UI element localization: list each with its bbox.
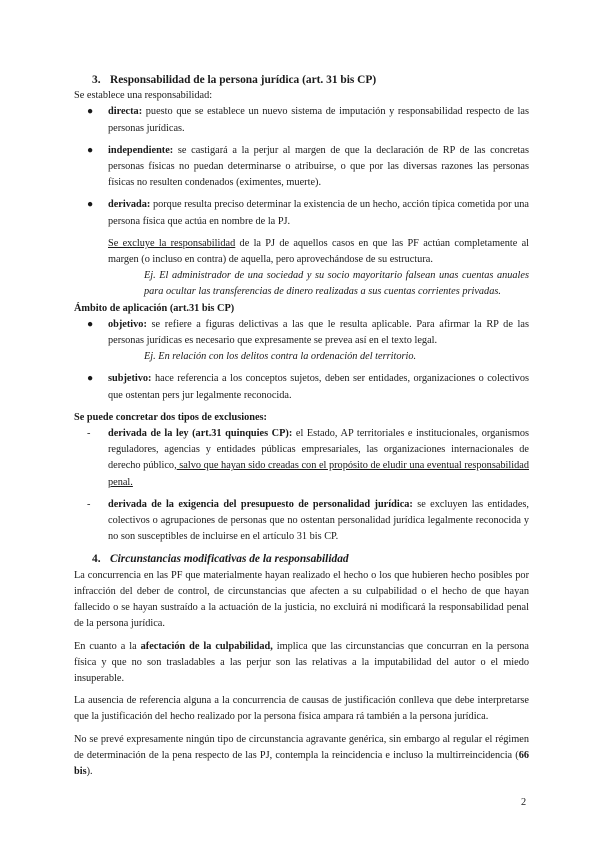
bullet-icon: ●: [87, 199, 94, 211]
page-number: 2: [521, 797, 527, 808]
exclusion-item-text: se excluyen las entidades, colectivos o agrupaciones de personas que no ostentan personalidad jurídica legalmente reconocida y no son susceptibles de incluirse en el artículo 31 bis CP.: [108, 498, 529, 543]
section-4-paragraph: La concurrencia en las PF que materialmente hayan realizado el hecho o los que hubieren hecho posibles por infracción del deber de control, de circunstancias que afecten a su culpabilidad o el hecho de que hayan fallecido o se hayan sustraído a la actuación de la justicia, no excluirá ni modificará la responsabilidad penal de la persona jurídica.: [74, 569, 529, 630]
section-4-number: 4.: [92, 553, 101, 566]
exclusion-item: [74, 426, 529, 491]
exclusion-term: derivada de la ley (art.31 quinquies CP):: [108, 428, 293, 440]
dash-icon: -: [87, 428, 91, 440]
list-item: [74, 197, 529, 229]
paragraph-bold: afectación de la culpabilidad,: [140, 640, 273, 652]
example-administrator: Ej. El administrador de una sociedad y su socio mayoritario falsean unas cuentas anuales para ocultar las transferencias de dinero realizadas a sus cuentas corrientes privadas.: [144, 270, 529, 298]
list-item-text: hace referencia a los conceptos sujetos, deben ser entidades, organizaciones o colectivos que ostentan pers jur legalmente reconocida.: [108, 373, 529, 401]
list-item: [74, 371, 529, 403]
list-item-text: se castigará a la perjur al margen de que la declaración de RP de las concretas personas físicas no puedan determinarse o atribuirse, o que por las diversas razones las personas físicas no resulten condenados (eximentes, muerte).: [108, 144, 529, 189]
list-item-term: derivada:: [108, 199, 151, 211]
example-territorio: Ej. En relación con los delitos contra la ordenación del territorio.: [144, 351, 417, 363]
paragraph-text: ).: [86, 765, 93, 777]
section-4-paragraph: [74, 732, 529, 781]
exclusiones-heading: Se puede concretar dos tipos de exclusiones:: [74, 411, 267, 423]
ambito-list: [74, 317, 529, 349]
exclusion-text: de la PJ de aquellos casos en que las PF actúan completamente al margen (o incluso en contra) de aquella, pero aprovechándose de su estructura.: [108, 237, 529, 266]
section-3-title: Responsabilidad de la persona jurídica (art. 31 bis CP): [110, 74, 377, 86]
dash-icon: -: [87, 498, 91, 510]
list-item-text: puesto que se establece un nuevo sistema de imputación y responsabilidad respecto de las personas jurídicas.: [108, 106, 529, 134]
paragraph-text: No se prevé expresamente ningún tipo de circunstancia agravante genérica, sin embargo al regular el régimen de determinación de la pena respecto de las PJ, contempla la reincidencia e incluso la multirreincidencia (: [74, 733, 529, 761]
list-item-term: directa:: [108, 106, 143, 118]
list-item-term: subjetivo:: [108, 373, 152, 385]
list-item-text: se refiere a figuras delictivas a las que le resulta aplicable. Para afirmar la RP de las personas jurídicas es necesario que expresamente se prevea así en el texto legal.: [108, 318, 529, 347]
paragraph-text: implica que las circunstancias que concurran en la persona física y que no son trasladables a las perjur son las relativas a la imputabilidad del autor o el miedo insuperable.: [74, 640, 529, 684]
list-item-term: objetivo:: [108, 318, 147, 330]
bullet-icon: ●: [87, 144, 94, 156]
exclusion-paragraph: [74, 236, 529, 268]
exclusion-item: [74, 497, 529, 546]
bullet-icon: ●: [87, 318, 94, 330]
section-3-heading: [74, 72, 529, 88]
responsibility-list: [74, 104, 529, 229]
exclusion-item-text: el Estado, AP territoriales e institucionales, organismos reguladores, agencias y entidades públicas empresariales, las organizaciones internacionales de derecho público,: [108, 428, 530, 472]
document-page: [74, 72, 529, 780]
list-item: [74, 143, 529, 192]
bullet-icon: ●: [87, 373, 94, 385]
section-4-title: Circunstancias modificativas de la responsabilidad: [110, 553, 349, 566]
ambito-heading: Ámbito de aplicación (art.31 bis CP): [74, 302, 235, 314]
section-3-intro: Se establece una responsabilidad:: [74, 90, 213, 102]
exclusion-term: derivada de la exigencia del presupuesto de personalidad jurídica:: [108, 498, 413, 510]
section-4-paragraph: La ausencia de referencia alguna a la concurrencia de causas de justificación conlleva que debe interpretarse que la justificación del hecho realizado por la persona física ampara rá también a la persona jurídica.: [74, 695, 529, 723]
list-item-term: independiente:: [108, 144, 174, 156]
section-4-paragraph: [74, 639, 529, 688]
list-item: [74, 104, 529, 136]
section-4-heading: [74, 551, 529, 567]
list-item-text: porque resulta preciso determinar la existencia de un hecho, acción típica cometida por una persona física que actúa en nombre de la PJ.: [108, 199, 529, 227]
paragraph-text: En cuanto a la: [74, 640, 141, 652]
exclusion-underlined: Se excluye la responsabilidad: [108, 237, 236, 249]
ambito-list-2: [74, 371, 529, 403]
list-item: [74, 317, 529, 349]
section-3-number: 3.: [92, 74, 101, 86]
paragraph-bold: 66 bis: [74, 749, 529, 777]
bullet-icon: ●: [87, 106, 94, 118]
exclusion-item-underlined: salvo que hayan sido creadas con el propósito de eludir una eventual responsabilidad penal.: [108, 460, 529, 488]
